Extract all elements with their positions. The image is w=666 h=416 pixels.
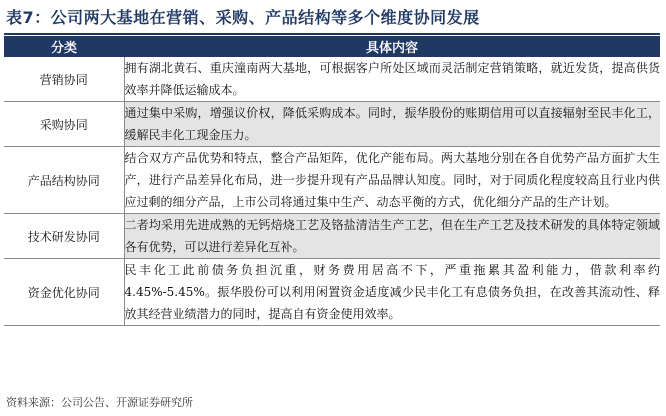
table-header-row <box>4 36 660 57</box>
source-note: 资料来源：公司公告、开源证券研究所 <box>6 396 193 409</box>
row-content: 拥有湖北黄石、重庆潼南两大基地，可根据客户所处区域而灵活制定营销策略，就近发货，提高供货效率并降低运输成本。 <box>124 57 660 102</box>
title-divider <box>4 33 660 35</box>
table-row <box>4 259 660 326</box>
row-content: 结合双方产品优势和特点，整合产品矩阵，优化产能布局。两大基地分别在各自优势产品方面扩大生产，进行产品差异化布局，进一步提升现有产品品牌认知度。同时，对于同质化程度较高且行业内供应过剩的细分产品，上市公司将通过集中生产、动态平衡的方式，优化细分产品的生产计划。 <box>124 147 660 214</box>
column-header-content: 具体内容 <box>124 36 660 57</box>
row-category: 技术研发协同 <box>4 214 124 259</box>
row-content: 通过集中采购，增强议价权，降低采购成本。同时，振华股份的账期信用可以直接辐射至民丰化工，缓解民丰化工现金压力。 <box>124 102 660 147</box>
row-category: 采购协同 <box>4 102 124 147</box>
table-row <box>4 147 660 214</box>
table-row <box>4 214 660 259</box>
table-title: 表7：公司两大基地在营销、采购、产品结构等多个维度协同发展 <box>6 8 480 27</box>
column-header-category: 分类 <box>4 36 124 57</box>
row-category: 产品结构协同 <box>4 147 124 214</box>
row-content: 二者均采用先进成熟的无钙焙烧工艺及铬盐清洁生产工艺，但在生产工艺及技术研发的具体特定领域各有优势，可以进行差异化互补。 <box>124 214 660 259</box>
row-content: 民丰化工此前债务负担沉重，财务费用居高不下，严重拖累其盈利能力，借款利率约 4.45%-5.45%。振华股份可以利用闲置资金适度减少民丰化工有息债务负担，在改善其流动性、释放其经营业绩潜力的同时，提高自有资金使用效率。 <box>124 259 660 326</box>
synergy-table <box>4 36 660 326</box>
row-category: 营销协同 <box>4 57 124 102</box>
row-category: 资金优化协同 <box>4 259 124 326</box>
table-row <box>4 57 660 102</box>
table-row <box>4 102 660 147</box>
